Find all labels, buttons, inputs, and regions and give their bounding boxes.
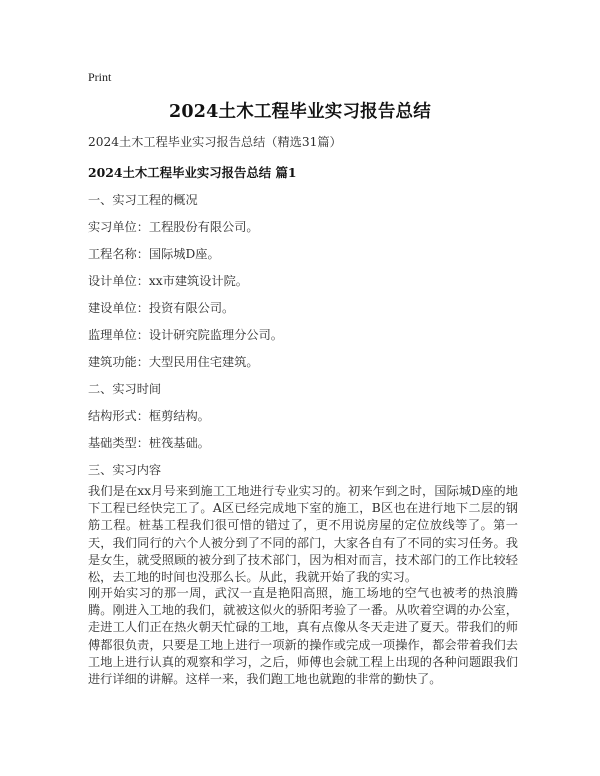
print-link[interactable]: Print (88, 70, 112, 84)
info-internship-unit: 实习单位：工程股份有限公司。 (88, 220, 259, 234)
info-design-unit: 设计单位：xx市建筑设计院。 (88, 274, 248, 288)
section-heading: 2024土木工程毕业实习报告总结 篇1 (88, 165, 297, 180)
info-construction-unit: 建设单位：投资有限公司。 (88, 301, 235, 315)
heading-project-overview: 一、实习工程的概况 (88, 193, 198, 207)
page-title: 2024土木工程毕业实习报告总结 (169, 102, 431, 122)
info-structure-form: 结构形式：框剪结构。 (88, 409, 210, 423)
paragraph: 刚开始实习的那一周，武汉一直是艳阳高照，施工场地的空气也被考的热浪腾腾。刚进入工地的我们，就被这似火的骄阳考验了一番。从吹着空调的办公室，走进工人们正在热火朝天忙碌的工地，真有点像从冬天走进了夏天。带我们的师傅都很负责，只要是工地上进行一项新的操作或完成一项操作，都会带着我们去工地上进行认真的观察和学习，之后，师傅也会就工程上出现的各种问题跟我们进行详细的讲解。这样一来，我们跑工地也就跑的非常的勤快了。 (88, 586, 518, 687)
heading-internship-time: 二、实习时间 (88, 382, 162, 396)
info-building-function: 建筑功能：大型民用住宅建筑。 (88, 355, 259, 369)
info-project-name: 工程名称：国际城D座。 (88, 247, 220, 261)
info-foundation-type: 基础类型：桩筏基础。 (88, 436, 210, 450)
heading-internship-content: 三、实习内容 (88, 463, 162, 477)
document-subtitle: 2024土木工程毕业实习报告总结（精选31篇） (88, 135, 342, 149)
paragraph: 我们是在xx月号来到施工工地进行专业实习的。初来乍到之时，国际城D座的地下工程已经快完工了。A区已经完成地下室的施工，B区也在进行地下二层的钢筋工程。桩基工程我们很可惜的错过了，更不用说房屋的定位放线等了。第一天，我们同行的六个人被分到了不同的部门，大家各自有了不同的实习任务。我是女生，就受照顾的被分到了技术部门，因为相对而言，技术部门的工作比较轻松，去工地的时间也没那么长。从此，我就开始了我的实习。 (88, 484, 518, 585)
info-supervision-unit: 监理单位：设计研究院监理分公司。 (88, 328, 283, 342)
